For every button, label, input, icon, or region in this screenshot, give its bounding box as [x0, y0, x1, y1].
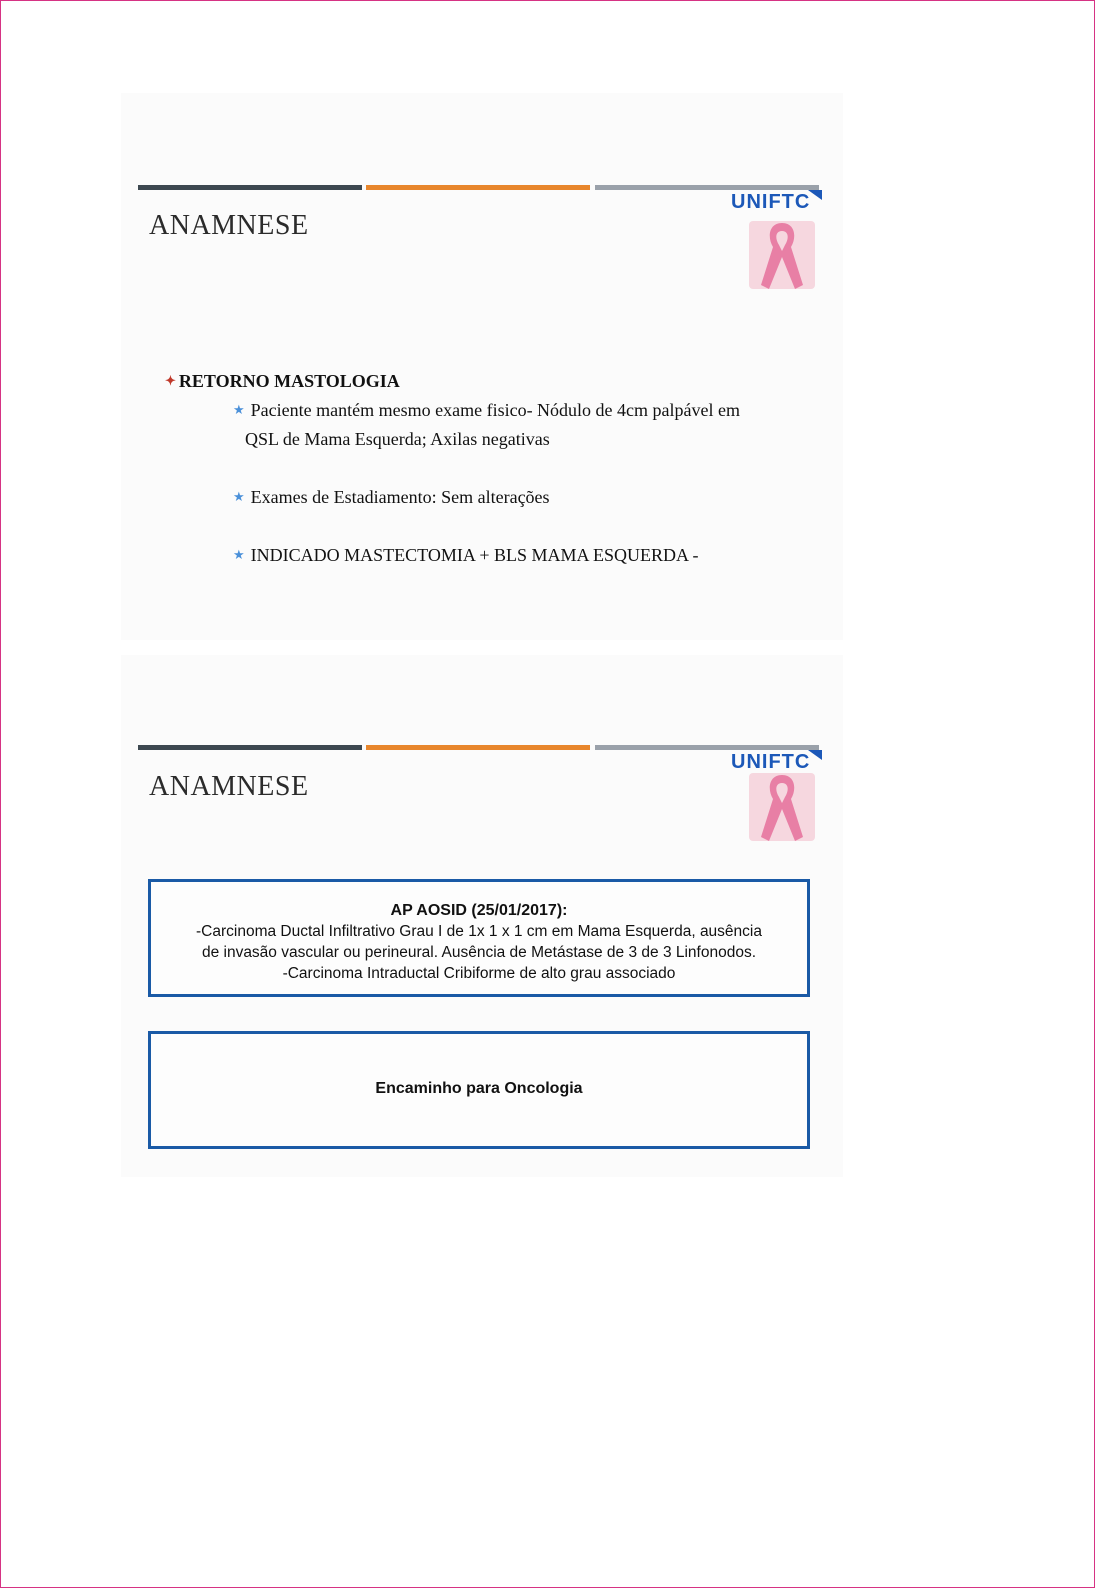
slide-title: ANAMNESE: [149, 771, 309, 802]
header-bar-orange: [366, 745, 590, 750]
slide-anamnese-1: [121, 93, 843, 640]
bullet-item: ★ Exames de Estadiamento: Sem alterações: [233, 487, 550, 507]
pathology-report-line: -Carcinoma Intraductal Cribiforme de alto grau associado: [282, 965, 676, 982]
pathology-report-box: [148, 879, 810, 997]
pathology-report-line: -Carcinoma Ductal Infiltrativo Grau I de 1x 1 x 1 cm em Mama Esquerda, ausência: [196, 923, 762, 940]
referral-box: [148, 1031, 810, 1149]
diamond-bullet-icon: ✦: [165, 373, 176, 388]
pathology-report-line: de invasão vascular ou perineural. Ausência de Metástase de 3 de 3 Linfonodos.: [201, 944, 757, 961]
header-bar-dark: [138, 745, 362, 750]
referral-text: Encaminho para Oncologia: [375, 1080, 583, 1097]
bullet-item: ★ Paciente mantém mesmo exame fisico- Nódulo de 4cm palpável em QSL de Mama Esquerda; Axilas negativas: [233, 395, 793, 454]
pink-ribbon-icon: [749, 221, 815, 289]
header-bar-orange: [366, 185, 590, 190]
star-bullet-icon: ★: [233, 547, 245, 562]
bullet-item-continuation: QSL de Mama Esquerda; Axilas negativas: [245, 429, 550, 449]
slide-anamnese-2: [121, 655, 843, 1177]
uniftc-logo: UNIFTC: [731, 190, 822, 214]
pathology-report-title: AP AOSID (25/01/2017):: [390, 902, 568, 919]
star-bullet-icon: ★: [233, 489, 245, 504]
pink-ribbon-icon: [749, 773, 815, 841]
star-bullet-icon: ★: [233, 402, 245, 417]
section-heading: ✦ RETORNO MASTOLOGIA: [165, 371, 400, 391]
logo-arrow-icon: [808, 190, 822, 200]
logo-arrow-icon: [808, 750, 822, 760]
bullet-item: ★ INDICADO MASTECTOMIA + BLS MAMA ESQUERDA -: [233, 545, 699, 565]
slide-title: ANAMNESE: [149, 210, 309, 241]
uniftc-logo: UNIFTC: [731, 750, 822, 774]
header-bar-dark: [138, 185, 362, 190]
